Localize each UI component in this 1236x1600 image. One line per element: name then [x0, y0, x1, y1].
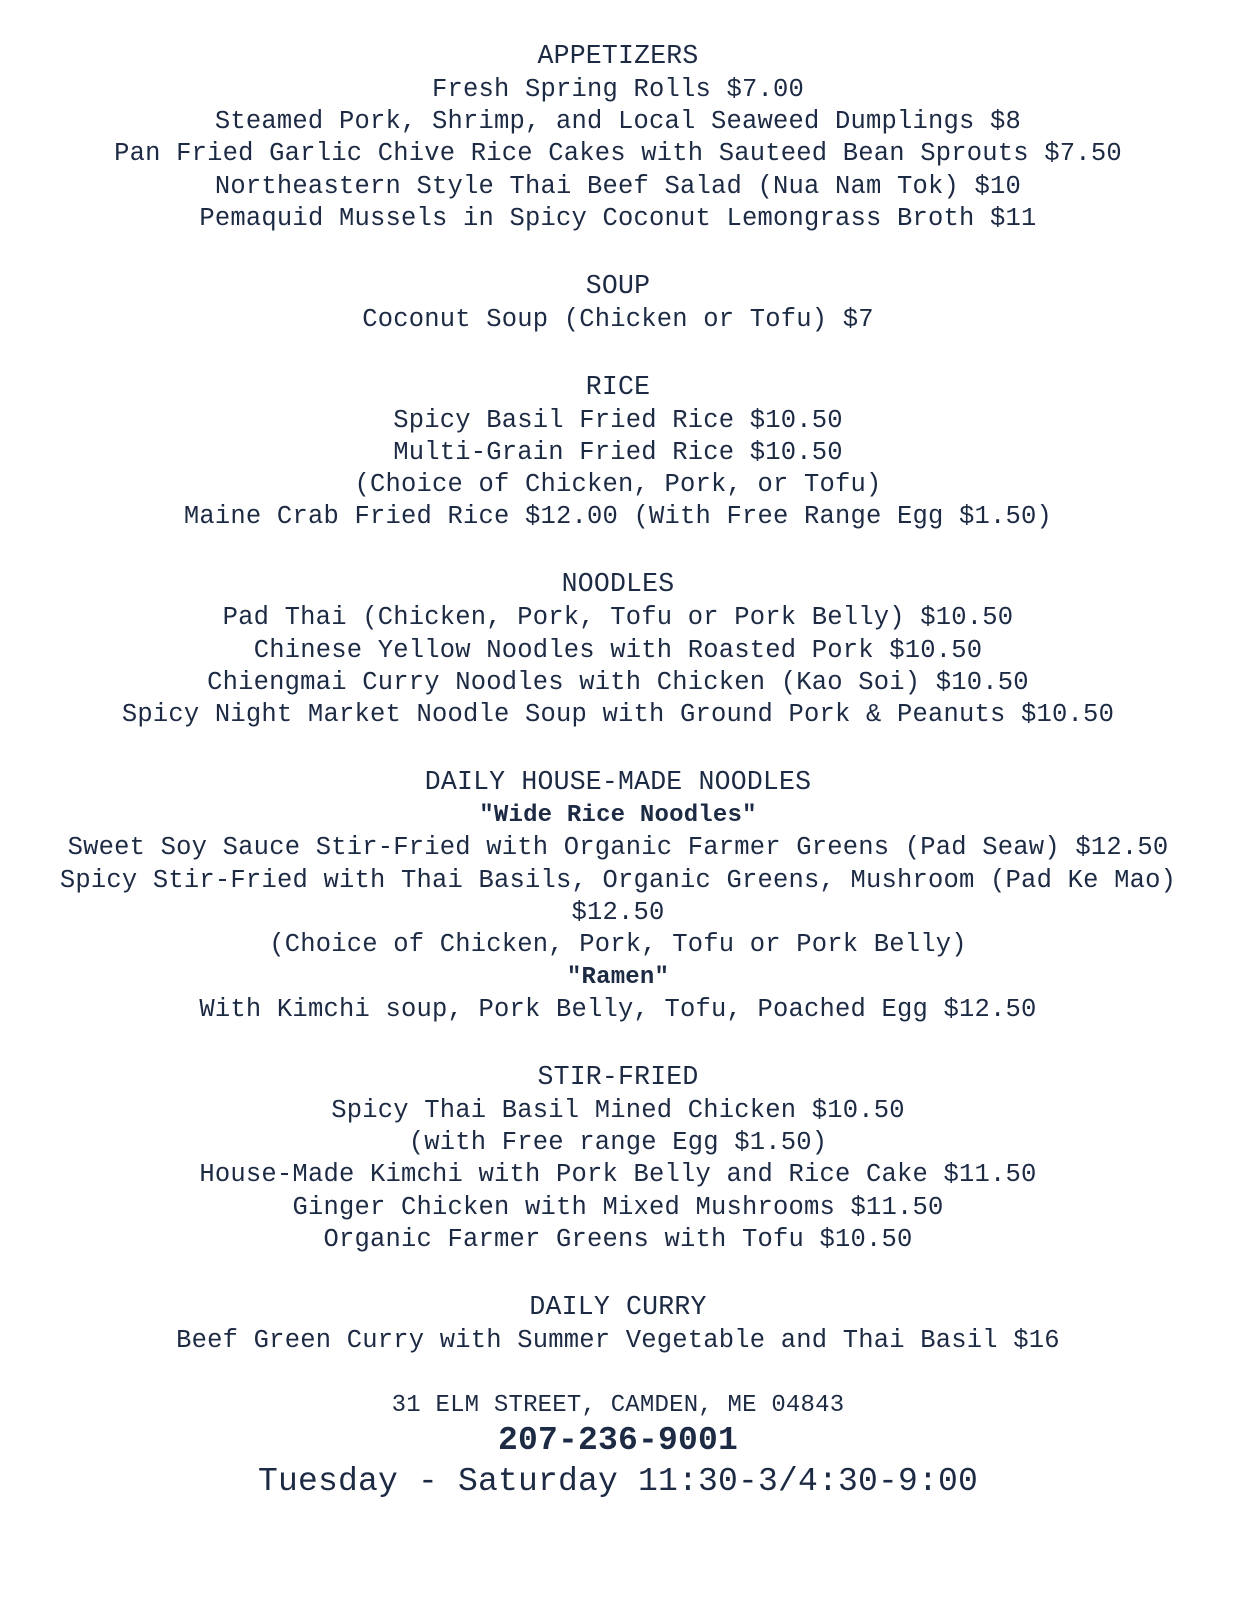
menu-item: Chiengmai Curry Noodles with Chicken (Kao Soi) $10.50: [207, 668, 1029, 697]
menu-item: Steamed Pork, Shrimp, and Local Seaweed Dumplings $8: [214, 107, 1022, 136]
menu-item: Organic Farmer Greens with Tofu $10.50: [323, 1225, 913, 1254]
menu-item: With Kimchi soup, Pork Belly, Tofu, Poached Egg $12.50: [199, 995, 1037, 1024]
menu-item: Beef Green Curry with Summer Vegetable and Thai Basil $16: [176, 1326, 1060, 1355]
menu-item: Spicy Stir-Fried with Thai Basils, Organic Greens, Mushroom (Pad Ke Mao): [59, 866, 1177, 895]
menu-item: Pad Thai (Chicken, Pork, Tofu or Pork Belly) $10.50: [222, 603, 1014, 632]
menu-item: Spicy Thai Basil Mined Chicken $10.50: [331, 1096, 905, 1125]
menu-item: Fresh Spring Rolls $7.00: [431, 75, 805, 104]
menu-item-note: (Choice of Chicken, Pork, or Tofu): [354, 470, 882, 499]
menu-item: Sweet Soy Sauce Stir-Fried with Organic Farmer Greens (Pad Seaw) $12.50: [67, 833, 1169, 862]
opening-hours: Tuesday - Saturday 11:30-3/4:30-9:00: [257, 1463, 979, 1500]
house-noodles-heading: DAILY HOUSE-MADE NOODLES: [424, 767, 812, 797]
stir-fried-heading: STIR-FRIED: [537, 1062, 699, 1092]
menu-item: Spicy Basil Fried Rice $10.50: [393, 406, 843, 435]
appetizers-heading: APPETIZERS: [537, 41, 699, 71]
menu-item: Chinese Yellow Noodles with Roasted Pork $10.50: [253, 636, 983, 665]
menu-item: Coconut Soup (Chicken or Tofu) $7: [362, 305, 874, 334]
menu-item-price: $12.50: [571, 898, 665, 927]
menu-item: House-Made Kimchi with Pork Belly and Rice Cake $11.50: [199, 1160, 1037, 1189]
curry-heading: DAILY CURRY: [529, 1292, 707, 1322]
ramen-subheading: "Ramen": [566, 964, 670, 991]
wide-rice-noodles-subheading: "Wide Rice Noodles": [479, 802, 757, 829]
restaurant-phone: 207-236-9001: [497, 1422, 739, 1459]
soup-heading: SOUP: [585, 271, 651, 301]
menu-item: Ginger Chicken with Mixed Mushrooms $11.50: [292, 1193, 944, 1222]
menu-item: Maine Crab Fried Rice $12.00 (With Free Range Egg $1.50): [183, 502, 1053, 531]
restaurant-address: 31 ELM STREET, CAMDEN, ME 04843: [391, 1392, 845, 1419]
menu-item: Pemaquid Mussels in Spicy Coconut Lemongrass Broth $11: [199, 204, 1037, 233]
menu-item: Spicy Night Market Noodle Soup with Ground Pork & Peanuts $10.50: [121, 700, 1115, 729]
menu-item: Northeastern Style Thai Beef Salad (Nua Nam Tok) $10: [214, 172, 1022, 201]
menu-item-note: (Choice of Chicken, Pork, Tofu or Pork Belly): [269, 930, 967, 959]
rice-heading: RICE: [585, 372, 651, 402]
menu-item: Multi-Grain Fried Rice $10.50: [393, 438, 843, 467]
menu-item-note: (with Free range Egg $1.50): [408, 1128, 828, 1157]
noodles-heading: NOODLES: [561, 569, 675, 599]
menu-item: Pan Fried Garlic Chive Rice Cakes with Sauteed Bean Sprouts $7.50: [114, 139, 1122, 168]
